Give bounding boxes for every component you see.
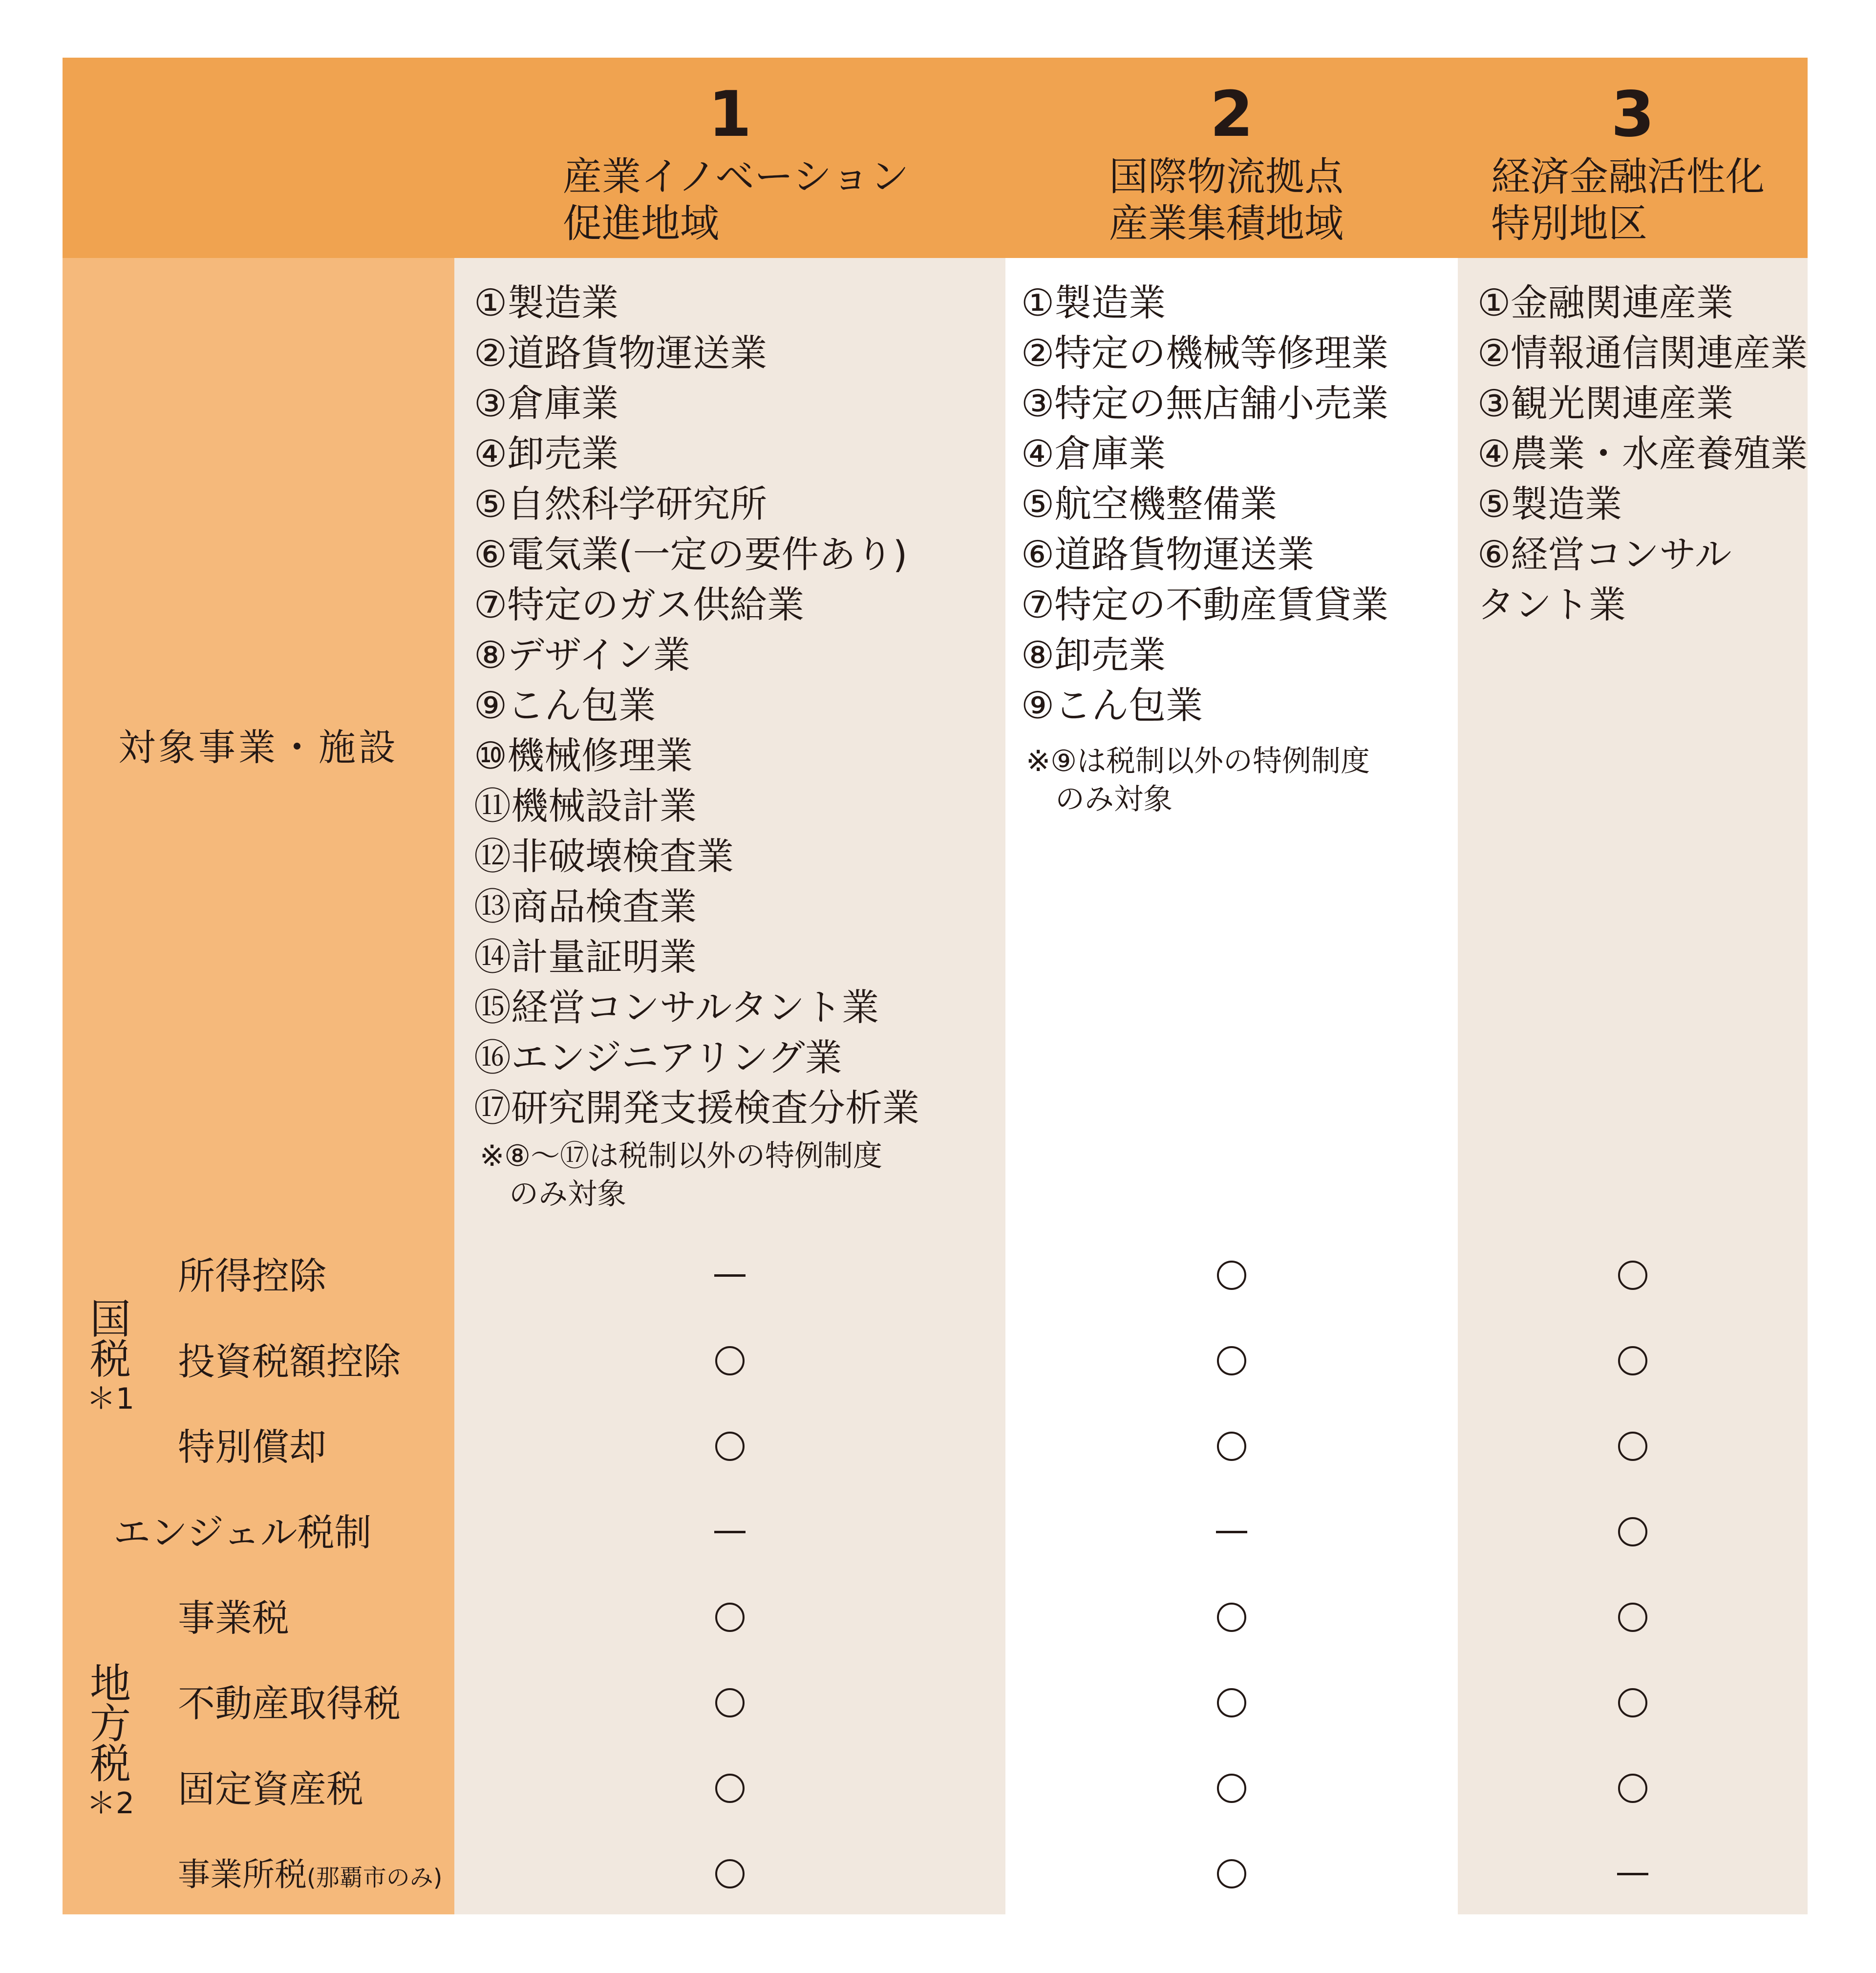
list-item: ③観光関連産業 [1477,382,1734,425]
tax-row [63,1743,1808,1829]
national-tax-label [63,1230,158,1487]
list-item: ⑯エンジニアリング業 [474,1036,842,1079]
cell-zone-1 [454,1572,1005,1658]
circle-icon [1217,1432,1246,1461]
cell-zone-2 [1005,1829,1458,1914]
list-item: ①金融関連産業 [1477,281,1734,324]
cell-zone-3 [1458,1487,1808,1572]
row-label-cell [158,1230,454,1316]
list-item: ⑥電気業(一定の要件あり) [474,533,908,576]
header-zone-1 [454,58,1005,258]
zone-number: 1 [708,78,752,151]
zone-number: 3 [1611,78,1655,151]
row-label-cell [158,1572,454,1658]
angel-tax-row [63,1487,1808,1572]
list-item: ⑧デザイン業 [474,633,690,677]
cell-zone-1 [454,1658,1005,1743]
cell-zone-1 [454,1230,1005,1316]
circle-icon [1217,1603,1246,1632]
vertical-char: 税 [89,1740,131,1788]
header-zone-3 [1458,58,1808,258]
tax-row [63,1829,1808,1914]
cell-zone-3 [1458,1230,1808,1316]
cell-zone-3 [1458,1829,1808,1914]
cell-zone-3 [1458,1743,1808,1829]
cell-zone-1 [454,1743,1005,1829]
list-item: ②特定の機械等修理業 [1021,331,1389,375]
target-note-cont: のみ対象 [1055,782,1172,816]
circle-icon [715,1346,745,1375]
row-label: 投資税額控除 [178,1340,401,1383]
circle-icon [715,1859,745,1888]
row-label-cell [63,1487,454,1572]
header-row [63,58,1808,258]
target-note: ※⑨は税制以外の特例制度 [1026,744,1370,778]
row-label-cell [158,1316,454,1401]
target-label: 対象事業・施設 [118,725,399,769]
cell-zone-3 [1458,1658,1808,1743]
cell-zone-2 [1005,1401,1458,1487]
circle-icon [1618,1603,1647,1632]
cell-zone-2 [1005,1572,1458,1658]
list-item: ③特定の無店舗小売業 [1021,382,1389,425]
header-corner [63,58,454,258]
target-note: ※⑧〜⑰は税制以外の特例制度 [480,1139,883,1173]
target-list [1005,258,1458,730]
tax-row [63,1572,1808,1658]
list-item: ②情報通信関連産業 [1477,331,1808,375]
circle-icon [1217,1261,1246,1290]
list-item: ④卸売業 [474,432,619,475]
row-label: 事業所税 [178,1856,307,1893]
zone-name-line1: 経済金融活性化 [1491,154,1765,199]
vertical-char: 税 [89,1335,131,1383]
cell-zone-2 [1005,1487,1458,1572]
row-label-cell [158,1401,454,1487]
cell-zone-1 [454,1316,1005,1401]
row-label: 事業税 [178,1596,289,1640]
list-item: ⑤航空機整備業 [1021,482,1278,526]
row-label: 固定資産税 [178,1767,363,1811]
row-label-cell [158,1743,454,1829]
dash-icon [714,1531,746,1533]
cell-zone-3 [1458,1572,1808,1658]
zone-name-line1: 国際物流拠点 [1109,154,1343,199]
list-item: ④倉庫業 [1021,432,1166,475]
target-cell-zone-2 [1005,258,1458,1230]
target-list [1458,258,1808,579]
circle-icon [1217,1774,1246,1803]
tax-row [63,1230,1808,1316]
list-item: ⑰研究開発支援検査分析業 [474,1086,919,1130]
tax-row [63,1316,1808,1401]
list-item: ⑩機械修理業 [474,734,693,777]
circle-icon [1618,1517,1647,1546]
list-item: ⑫非破壊検査業 [474,835,734,878]
list-item: ⑪機械設計業 [474,784,697,828]
row-label-cell [158,1658,454,1743]
circle-icon [1217,1346,1246,1375]
circle-icon [715,1774,745,1803]
cell-zone-1 [454,1401,1005,1487]
circle-icon [715,1603,745,1632]
row-label: エンジェル税制 [113,1511,372,1554]
tax-row [63,1401,1808,1487]
cell-zone-2 [1005,1316,1458,1401]
list-item: ⑨こん包業 [1021,684,1203,727]
local-tax-label [63,1572,158,1914]
dash-icon [1216,1531,1247,1533]
zone-name-line2: 促進地域 [563,201,719,246]
target-cell-zone-1 [454,258,1005,1230]
cell-zone-2 [1005,1658,1458,1743]
row-label: 不動産取得税 [178,1682,401,1725]
incentive-table [63,58,1808,1914]
circle-icon [1618,1346,1647,1375]
list-item: ⑬商品検査業 [474,885,697,928]
cell-zone-1 [454,1487,1005,1572]
list-item: ⑤自然科学研究所 [474,482,767,526]
zone-number: 2 [1210,78,1254,151]
row-label: 所得控除 [178,1254,326,1298]
circle-icon [1618,1688,1647,1717]
list-item: ⑮経営コンサルタント業 [474,986,879,1029]
list-item: ⑤製造業 [1477,482,1622,526]
list-item: ⑨こん包業 [474,684,656,727]
footnote-mark: ＊2 [86,1786,135,1821]
list-item: ②道路貨物運送業 [474,331,767,375]
vertical-char: 方 [89,1700,131,1748]
zone-name-line1: 産業イノベーション [563,154,909,199]
tax-row [63,1658,1808,1743]
list-item: ③倉庫業 [474,382,619,425]
circle-icon [1618,1774,1647,1803]
vertical-char: 国 [89,1295,131,1343]
row-label-cell [158,1829,454,1914]
zone-name-line2: 特別地区 [1491,201,1647,246]
list-item: ⑥経営コンサル [1477,533,1732,576]
list-item: ⑥道路貨物運送業 [1021,533,1315,576]
vertical-char: 地 [89,1660,131,1708]
list-item: ⑦特定の不動産賃貸業 [1021,583,1389,626]
cell-zone-2 [1005,1230,1458,1316]
list-item: タント業 [1477,583,1626,626]
circle-icon [1217,1859,1246,1888]
circle-icon [715,1432,745,1461]
target-note-cont: のみ対象 [509,1177,626,1211]
circle-icon [1618,1261,1647,1290]
cell-zone-2 [1005,1743,1458,1829]
cell-zone-3 [1458,1401,1808,1487]
footnote-mark: ＊1 [86,1381,135,1416]
circle-icon [715,1688,745,1717]
target-list [454,258,1005,1133]
dash-icon [1617,1873,1648,1875]
circle-icon [1217,1688,1246,1717]
circle-icon [1618,1432,1647,1461]
list-item: ⑦特定のガス供給業 [474,583,805,626]
list-item: ④農業・水産養殖業 [1477,432,1808,475]
dash-icon [714,1274,746,1277]
target-cell-zone-3 [1458,258,1808,1230]
list-item: ⑭計量証明業 [474,935,697,979]
target-row [63,258,1808,1230]
row-label: 特別償却 [178,1425,326,1469]
target-list-cont [1458,579,1808,630]
header-zone-2 [1005,58,1458,258]
list-item: ①製造業 [474,281,619,324]
cell-zone-3 [1458,1316,1808,1401]
list-item: ①製造業 [1021,281,1166,324]
row-label-note: (那覇市のみ) [307,1864,443,1891]
cell-zone-1 [454,1829,1005,1914]
target-label-cell [63,258,454,1230]
list-item: ⑧卸売業 [1021,633,1166,677]
zone-name-line2: 産業集積地域 [1109,201,1343,246]
